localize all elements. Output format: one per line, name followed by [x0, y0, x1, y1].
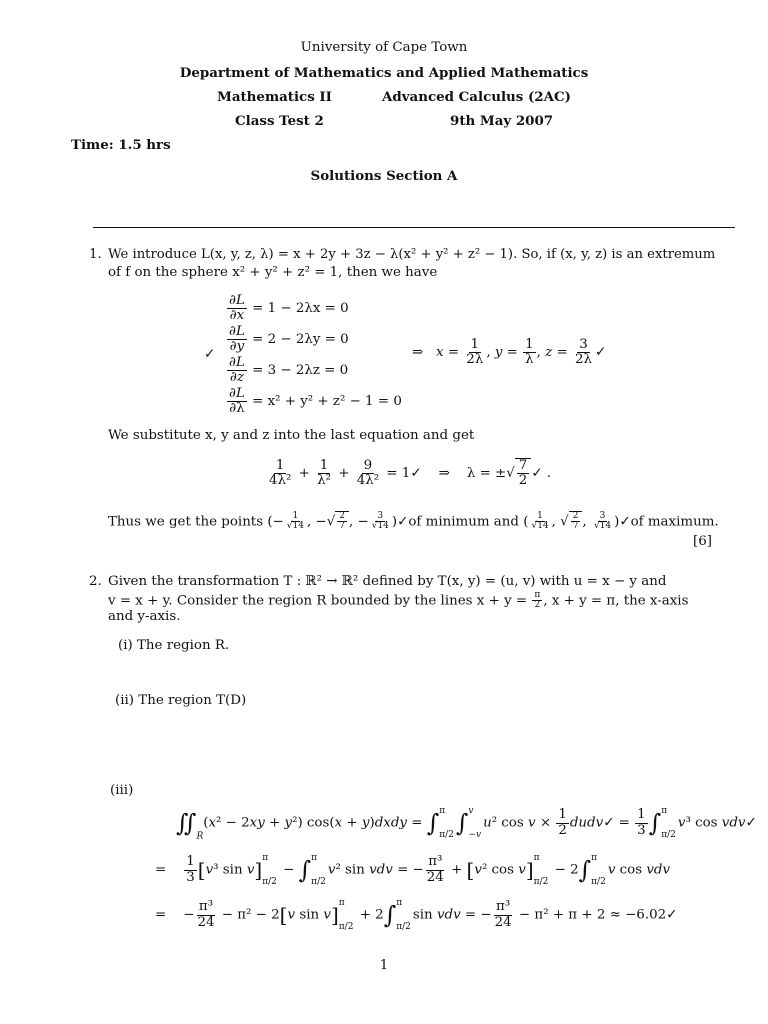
page-number: 1 [379, 958, 389, 973]
q1-number: 1. [89, 247, 102, 262]
test-name: Class Test 2 [235, 113, 324, 129]
q2-part-ii: (ii) The region T(D) [115, 693, 247, 708]
q1-points-text: Thus we get the points (− $\frac{1}{√14}$ , −√ $\frac{2}{7}$ , − $\frac{3}{√14}$ )✓of minimum and ( $\frac{1}{√14}$ , √ $\frac{2}{7}$ , $\frac{3}{√14}$ )✓of maximum. [108, 511, 719, 532]
q2-line3: and y-axis. [108, 609, 181, 624]
q2-line2: v = x + y. Consider the region R bounded by the lines x + y = $\frac{\pi}{2}$ , x + y = π, the x-axis [108, 590, 689, 611]
lagrange-solution: ⇒ x = $\frac{1}{2\lambda}$ , y = $\frac{1}{\lambda}$ , z = $\frac{3}{2\lambda}$ ✓ [412, 337, 607, 368]
q1-intro-line2: of f on the sphere x² + y² + z² = 1, then we have [108, 265, 438, 280]
test-date: 9th May 2007 [450, 113, 554, 129]
q1-marks: [6] [693, 534, 712, 549]
section-title: Solutions Section A [310, 168, 458, 184]
q2-number: 2. [89, 574, 102, 589]
department-name: Department of Mathematics and Applied Mathematics [179, 65, 589, 81]
lagrange-eq-3: $\frac{\partial L}{\partial z}$ = 3 − 2λz = 0 [229, 355, 349, 386]
q2-part-i: (i) The region R. [118, 638, 230, 653]
q1-substitute-text: We substitute x, y and z into the last equation and get [108, 428, 475, 443]
time-allowed: Time: 1.5 hrs [71, 137, 171, 153]
module-name: Advanced Calculus (2AC) [382, 89, 572, 105]
university-name: University of Cape Town [300, 40, 468, 55]
integral-line-2: = $\frac{1}{3}$ [v³ sin v] π π/2 − ∫ π π/2 v² sin vdv = − $\frac{\text{π³}}{24}$ + [v² cos v] π π/2 − 2∫ π π/2 v cos vdv [155, 853, 671, 887]
lagrange-eq-4: $\frac{\partial L}{\partial\lambda}$ = x² + y² + z² − 1 = 0 [229, 386, 402, 417]
q1-intro-line1: We introduce L(x, y, z, λ) = x + 2y + 3z − λ(x² + y² + z² − 1). So, if (x, y, z) is an extremum [108, 247, 716, 262]
lambda-equation: $\frac{1}{\text{4λ²}}$ + $\frac{1}{\text{λ²}}$ + $\frac{9}{\text{4λ²}}$ = 1✓ ⇒ λ = ±√ $\frac{7}{2}$ ✓ . [269, 458, 552, 489]
lagrange-eq-2: $\frac{\partial L}{\partial y}$ = 2 − 2λy = 0 [229, 324, 349, 355]
check-mark-icon: ✓ [204, 347, 216, 362]
q2-line1: Given the transformation T : ℝ² → ℝ² defined by T(x, y) = (u, v) with u = x − y and [108, 574, 667, 589]
course-name: Mathematics II [217, 89, 332, 105]
horizontal-rule [93, 227, 735, 228]
integral-line-3: = − $\frac{\text{π³}}{24}$ − π² − 2[v sin v] π π/2 + 2∫ π π/2 sin vdv = − $\frac{\text{π³}}{24}$ − π² + π + 2 ≈ −6.02✓ [155, 898, 678, 932]
q2-part-iii-label: (iii) [110, 783, 134, 798]
integral-line-1: $∬_R(x^2 - 2xy + y^2) \cos(x$ + y)dxdy = ∫ π π/2 ∫ v −v u² cos v × $\frac{1}{2}$ dudv✓ = $\frac{1}{3}$ ∫ π π/2 v³ cos vdv✓ [176, 806, 757, 842]
lagrange-eq-1: $\frac{\partial L}{\partial x}$ = 1 − 2λx = 0 [229, 293, 349, 324]
